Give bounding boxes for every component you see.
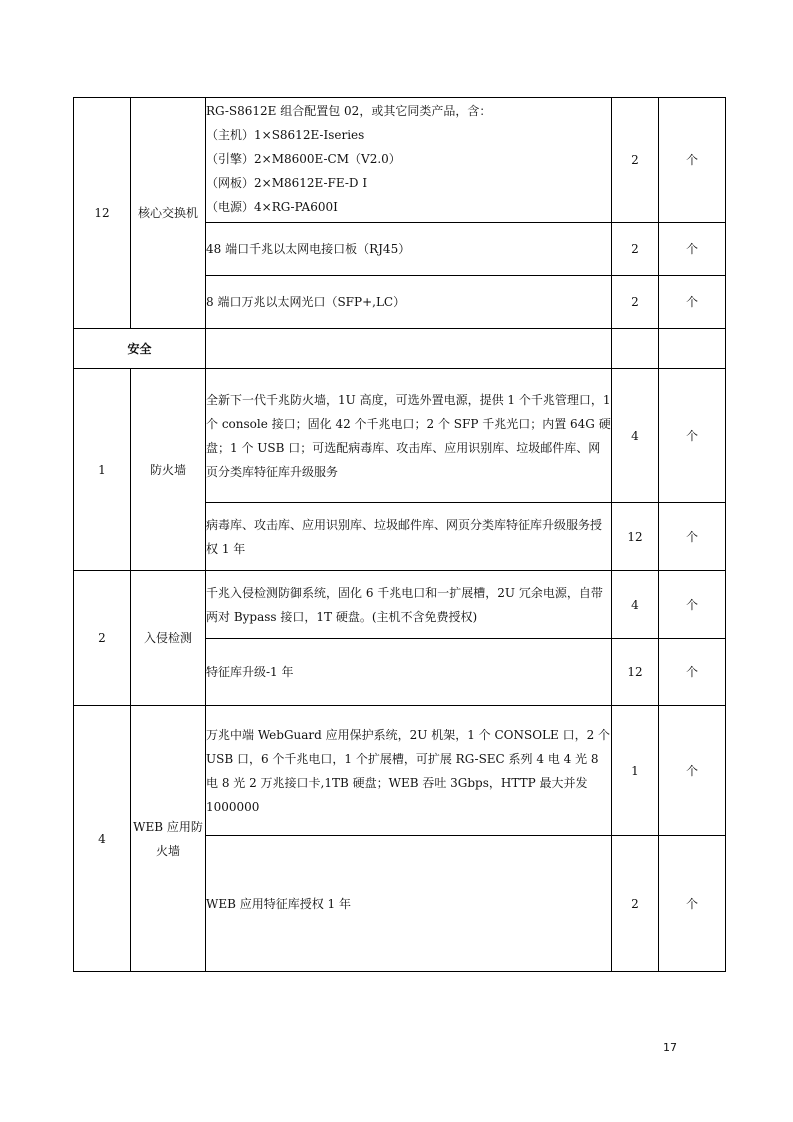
item-quantity: 12 [612,503,659,571]
item-description: WEB 应用特征库授权 1 年 [206,836,612,972]
item-quantity: 4 [612,369,659,503]
item-unit: 个 [659,503,726,571]
description-line: RG-S8612E 组合配置包 02，或其它同类产品，含： [206,104,492,118]
item-quantity: 2 [612,98,659,223]
item-quantity: 2 [612,223,659,276]
item-quantity: 4 [612,571,659,639]
page-number: 17 [663,1041,677,1054]
empty-cell [612,329,659,369]
item-number: 2 [74,571,131,706]
item-description: 全新下一代千兆防火墙，1U 高度，可选外置电源，提供 1 个千兆管理口，1 个 console 接口；固化 42 个千兆电口；2 个 SFP 千兆光口；内置 64G 硬盘；1 个 USB 口；可选配病毒库、攻击库、应用识别库、垃圾邮件库、网页分类库特征库升级服务 [206,369,612,503]
item-name: WEB 应用防火墙 [131,706,206,972]
item-unit: 个 [659,98,726,223]
item-description: 千兆入侵检测防御系统，固化 6 千兆电口和一扩展槽，2U 冗余电源，自带两对 Bypass 接口，1T 硬盘。(主机不含免费授权) [206,571,612,639]
item-number: 12 [74,98,131,329]
item-name: 核心交换机 [131,98,206,329]
item-quantity: 2 [612,836,659,972]
equipment-spec-table [73,97,726,972]
item-number: 4 [74,706,131,972]
item-unit: 个 [659,571,726,639]
table-row [74,98,726,223]
item-name: 入侵检测 [131,571,206,706]
item-number: 1 [74,369,131,571]
item-description: 48 端口千兆以太网电接口板（RJ45） [206,223,612,276]
item-description: 特征库升级-1 年 [206,639,612,706]
item-description: 病毒库、攻击库、应用识别库、垃圾邮件库、网页分类库特征库升级服务授权 1 年 [206,503,612,571]
item-quantity: 12 [612,639,659,706]
table-row [74,706,726,836]
table-row [74,571,726,639]
item-quantity: 1 [612,706,659,836]
description-line: （电源）4×RG-PA600I [206,200,338,214]
description-line: （引擎）2×M8600E-CM（V2.0） [206,152,401,166]
item-unit: 个 [659,706,726,836]
item-unit: 个 [659,369,726,503]
table-row [74,369,726,503]
item-description [206,98,612,223]
description-line: （主机）1×S8612E-Iseries [206,128,365,142]
empty-cell [206,329,612,369]
item-quantity: 2 [612,276,659,329]
item-description: 万兆中端 WebGuard 应用保护系统，2U 机架，1 个 CONSOLE 口，2 个 USB 口，6 个千兆电口，1 个扩展槽，可扩展 RG-SEC 系列 4 电 4 光 8 电 8 光 2 万兆接口卡,1TB 硬盘；WEB 吞吐 3Gbps，HTTP 最大并发 1000000 [206,706,612,836]
item-unit: 个 [659,639,726,706]
item-unit: 个 [659,223,726,276]
item-name: 防火墙 [131,369,206,571]
item-unit: 个 [659,276,726,329]
item-unit: 个 [659,836,726,972]
section-title: 安全 [74,329,206,369]
section-row [74,329,726,369]
empty-cell [659,329,726,369]
item-description: 8 端口万兆以太网光口（SFP+,LC） [206,276,612,329]
description-line: （网板）2×M8612E-FE-D I [206,176,368,190]
